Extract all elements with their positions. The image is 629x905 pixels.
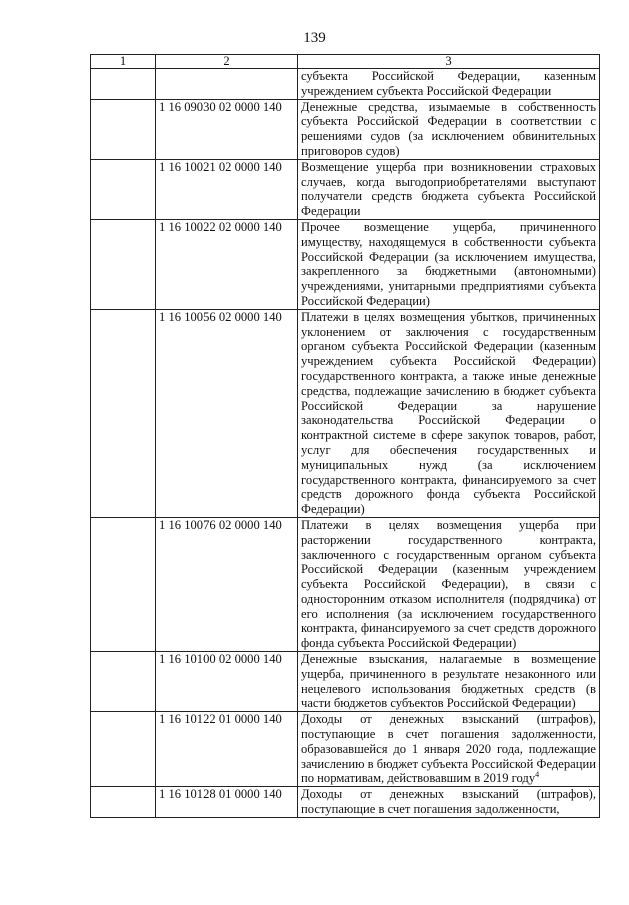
row-description: Доходы от денежных взысканий (штрафов), поступающие в счет погашения задолженности,: [298, 787, 600, 818]
row-col-1: [91, 99, 156, 159]
row-col-1: [91, 787, 156, 818]
table-row: [91, 159, 600, 219]
table-header-row: [91, 55, 600, 69]
row-description: Денежные взыскания, налагаемые в возмещение ущерба, причиненного в результате незаконного или нецелевого использования бюджетных средств (в части бюджетов субъектов Российской Федерации): [298, 652, 600, 712]
page-number: 139: [303, 30, 326, 46]
row-description: Возмещение ущерба при возникновении страховых случаев, когда выгодоприобретателями выступают получатели средств бюджета субъекта Российской Федерации: [298, 159, 600, 219]
header-col-1: 1: [91, 55, 156, 69]
row-description-with-footnote: [298, 712, 600, 787]
row-code: 1 16 10122 01 0000 140: [156, 712, 298, 787]
table-row: [91, 69, 600, 100]
footnote-marker: 4: [535, 770, 540, 780]
row-col-1: [91, 69, 156, 100]
table-row: [91, 309, 600, 517]
header-col-2: 2: [156, 55, 298, 69]
row-description: Прочее возмещение ущерба, причиненного имуществу, находящемуся в собственности субъекта Российской Федерации (за исключением имущества, закрепленного за бюджетными (автономными) учреждениями, унитарными предприятиями субъекта Российской Федерации): [298, 219, 600, 309]
row-col-1: [91, 159, 156, 219]
row-code: 1 16 10022 02 0000 140: [156, 219, 298, 309]
table-row: [91, 219, 600, 309]
table-row: [91, 712, 600, 787]
row-code: 1 16 10056 02 0000 140: [156, 309, 298, 517]
table-row: [91, 652, 600, 712]
row-description: Денежные средства, изымаемые в собственность субъекта Российской Федерации в соответствии с решениями судов (за исключением обвинительных приговоров судов): [298, 99, 600, 159]
row-description: Платежи в целях возмещения убытков, причиненных уклонением от заключения с государственным органом субъекта Российской Федерации (казенным учреждением субъекта Российской Федерации) государственного контракта, а также иные денежные средства, подлежащие зачислению в бюджет субъекта Российской Федерации за нарушение законодательства Российской Федерации о контрактной системе в сфере закупок товаров, работ, услуг для обеспечения государственных и муниципальных нужд (за исключением государственного контракта, финансируемого за счет средств дорожного фонда субъекта Российской Федерации): [298, 309, 600, 517]
row-code: 1 16 10128 01 0000 140: [156, 787, 298, 818]
revenue-codes-table: [90, 54, 600, 818]
row-code: 1 16 10100 02 0000 140: [156, 652, 298, 712]
row-description: Платежи в целях возмещения ущерба при расторжении государственного контракта, заключенного с государственным органом субъекта Российской Федерации (казенным учреждением субъекта Российской Федерации), в связи с односторонним отказом исполнителя (подрядчика) от его исполнения (за исключением государственного контракта, финансируемого за счет средств дорожного фонда субъекта Российской Федерации): [298, 517, 600, 651]
row-code: [156, 69, 298, 100]
row-code: 1 16 10021 02 0000 140: [156, 159, 298, 219]
table-row: [91, 99, 600, 159]
table-row: [91, 517, 600, 651]
row-description: субъекта Российской Федерации, казенным учреждением субъекта Российской Федерации: [298, 69, 600, 100]
row-col-1: [91, 712, 156, 787]
row-col-1: [91, 652, 156, 712]
row-code: 1 16 10076 02 0000 140: [156, 517, 298, 651]
row-description: Доходы от денежных взысканий (штрафов), поступающие в счет погашения задолженности, образовавшейся до 1 января 2020 года, подлежащие зачислению в бюджет субъекта Российской Федерации по нормативам, действовавшим в 2019 году: [301, 712, 596, 786]
row-col-1: [91, 219, 156, 309]
header-col-3: 3: [298, 55, 600, 69]
row-col-1: [91, 517, 156, 651]
row-code: 1 16 09030 02 0000 140: [156, 99, 298, 159]
row-col-1: [91, 309, 156, 517]
table-row: [91, 787, 600, 818]
